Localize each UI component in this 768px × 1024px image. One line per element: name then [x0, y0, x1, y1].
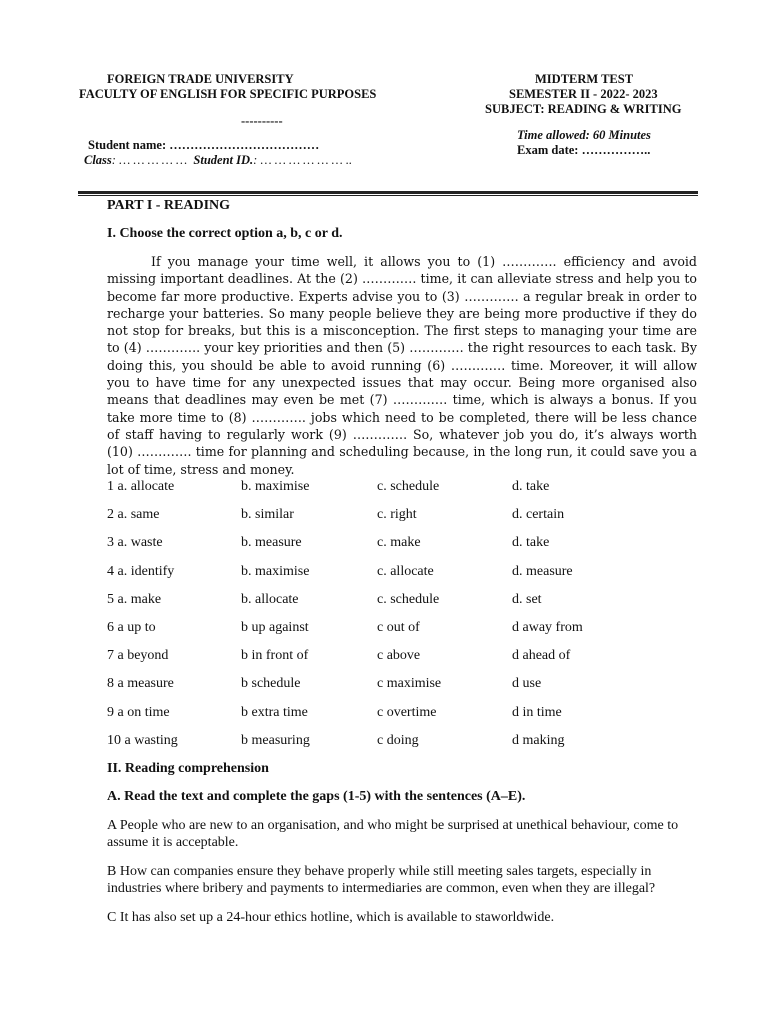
option-d: d. take	[512, 479, 550, 494]
option-c: c above	[377, 648, 421, 664]
option-a: 7 a beyond	[107, 648, 169, 664]
option-a: 8 a measure	[107, 676, 174, 692]
option-row	[107, 479, 707, 499]
option-d: d. certain	[512, 507, 565, 523]
header-divider-dashes: ----------	[241, 114, 283, 128]
option-a: 9 a on time	[107, 704, 170, 720]
option-c: c maximise	[377, 676, 442, 692]
option-a: 2 a. same	[107, 507, 160, 523]
student-name-field: Student name: ………………………………	[88, 138, 320, 152]
option-row	[107, 592, 707, 612]
option-c: c. right	[377, 507, 417, 523]
sentence-b: B How can companies ensure they behave properly while still meeting sales targets, especially in industries where bribery and payments to intermediaries are common, even when they are illegal?	[107, 864, 656, 896]
option-row	[107, 705, 707, 725]
student-id-dots: : … … … … … … ..	[253, 153, 353, 167]
option-d: d. measure	[512, 563, 573, 579]
subject: SUBJECT: READING & WRITING	[485, 102, 682, 116]
option-d: d making	[512, 732, 565, 748]
option-c: c overtime	[377, 704, 437, 720]
passage-text: If you manage your time well, it allows you to (1) …………. efficiency and avoid missing important deadlines. At the (2) …………. time, it can alleviate stress and help you to become far more productive. Experts advise you to (3) …………. a regular break in order to recharge your batteries. So many people believe they are being more productive if they do not stop for breaks, but this is a misconception. The first steps to managing your time are to (4) …………. your key priorities and then (5) …………. the right resources to each task. By doing this, you should be able to avoid running (6) …………. time. Moreover, it will allow you to have time for any unexpected issues that may occur. Being more organised also means that deadlines may even be met (7) …………. time, which is always a bonus. If you take more time to (8) …………. jobs which need to be completed, there will be less chance of staff having to regularly work (9) …………. So, whatever job you do, it’s always worth (10) …………. time for planning and scheduling because, in the long run, it could save you a lot of time, stress and money.	[107, 254, 697, 477]
option-c: c out of	[377, 620, 420, 635]
option-row	[107, 507, 707, 527]
sentence-a: A People who are new to an organisation, and who might be surprised at unethical behaviour, come to assume it is acceptable.	[107, 818, 679, 850]
option-row	[107, 564, 707, 584]
part2-instruction: A. Read the text and complete the gaps (1-5) with the sentences (A–E).	[107, 789, 526, 804]
header-rule-thin	[78, 195, 698, 196]
option-b: b extra time	[241, 704, 308, 720]
option-d: d. set	[512, 591, 542, 607]
option-b: b up against	[241, 620, 309, 635]
exam-date: Exam date: ……………..	[517, 143, 651, 157]
option-b: b. maximise	[241, 479, 310, 494]
option-row	[107, 676, 707, 696]
header-rule-thick	[78, 191, 698, 194]
option-c: c. allocate	[377, 563, 434, 579]
option-b: b in front of	[241, 648, 309, 664]
option-c: c. schedule	[377, 591, 440, 607]
reading-passage	[107, 253, 697, 478]
option-a: 10 a wasting	[107, 732, 178, 748]
option-b: b measuring	[241, 732, 310, 748]
option-b: b. similar	[241, 507, 294, 523]
section1-instruction: I. Choose the correct option a, b, c or d.	[107, 226, 343, 241]
option-row	[107, 620, 707, 640]
option-a: 3 a. waste	[107, 535, 163, 551]
test-title: MIDTERM TEST	[535, 72, 634, 86]
class-id-line	[84, 153, 352, 168]
class-dots: : … … … … …	[111, 153, 188, 167]
part2-title: II. Reading comprehension	[107, 761, 269, 776]
faculty-name: FACULTY OF ENGLISH FOR SPECIFIC PURPOSES	[79, 87, 377, 101]
option-a: 6 a up to	[107, 620, 156, 635]
option-a: 5 a. make	[107, 591, 162, 607]
option-b: b. measure	[241, 535, 302, 551]
university-name: FOREIGN TRADE UNIVERSITY	[107, 72, 294, 86]
option-b: b schedule	[241, 676, 301, 692]
option-d: d use	[512, 676, 542, 692]
semester: SEMESTER II - 2022- 2023	[509, 87, 658, 101]
option-b: b. allocate	[241, 591, 299, 607]
option-c: c doing	[377, 732, 419, 748]
option-c: c. schedule	[377, 479, 440, 494]
option-a: 4 a. identify	[107, 563, 175, 579]
student-id-label: Student ID.	[193, 153, 254, 167]
part1-title: PART I - READING	[107, 198, 231, 213]
class-label: Class	[84, 153, 112, 167]
option-d: d in time	[512, 704, 562, 720]
option-d: d away from	[512, 620, 583, 635]
option-d: d. take	[512, 535, 550, 551]
option-row	[107, 733, 707, 753]
option-row	[107, 648, 707, 668]
time-allowed: Time allowed: 60 Minutes	[517, 128, 651, 142]
option-d: d ahead of	[512, 648, 571, 664]
option-row	[107, 535, 707, 555]
option-b: b. maximise	[241, 563, 310, 579]
option-a: 1 a. allocate	[107, 479, 175, 494]
sentence-c: C It has also set up a 24-hour ethics hotline, which is available to staworldwide.	[107, 910, 555, 925]
option-c: c. make	[377, 535, 421, 551]
